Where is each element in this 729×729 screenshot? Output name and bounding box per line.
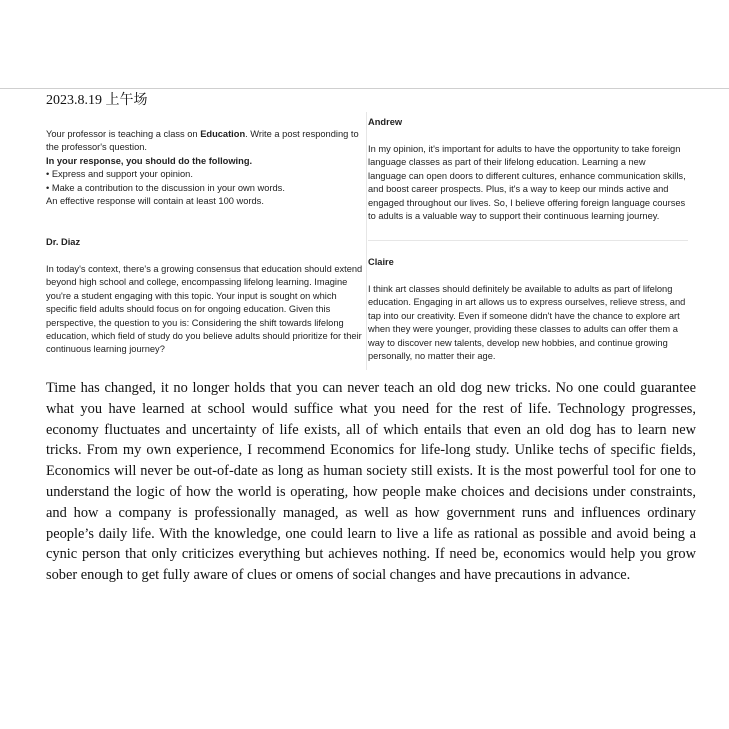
student-divider [368,240,688,241]
column-divider [366,112,367,370]
intro-pre: Your professor is teaching a class on [46,129,201,139]
intro-post: . Write a post responding to the professor's question. [46,129,359,153]
professor-text: In today's context, there's a growing consensus that education should extend beyond high school and college, encompassing lifelong learning. Imagine you're a student engaging with this topic. Your input is sought on which specific field adults should focus on for ongoing education. Given this perspective, the question to you is: Considering the shift towards lifelong education, which field of study do you believe adults should prioritize for their continuous learning journey? [46,264,363,355]
professor-name: Dr. Diaz [46,237,81,247]
intro-subject: Education [200,129,246,139]
response-heading: In your response, you should do the following. [46,155,253,166]
bullet-item: • Express and support your opinion. [46,169,193,180]
effective-note: An effective response will contain at least 100 words. [46,196,264,207]
prompt-instructions [46,128,366,208]
date-session-line: 2023.8.19 上午场 [46,93,148,108]
student-name-andrew: Andrew [368,117,403,127]
student-name-claire: Claire [368,257,394,267]
essay-paragraph: Time has changed, it no longer holds that you can never teach an old dog new tricks. No one could guarantee what you have learned at school would suffice what you need for the rest of life. Technology progresses, economy fluctuates and uncertainty of life exists, all of which entails that even an old dog has to learn new tricks. From my own experience, I recommend Economics for life-long study. Unlike techs of specific fields, Economics will never be out-of-date as long as human society still exists. It is the most powerful tool for one to understand the logic of how the world is operating, how people make choices and decisions under constraints, and how a company is professionally managed, as well as how government runs and influences ordinary people’s daily life. With the knowledge, one could learn to live a life as rational as possible and avoid being a cynic person that only criticizes everything but achieves nothing. If need be, economics would help you grow sober enough to get fully aware of clues or omens of social changes and have precautions in advance. [46,380,696,584]
bullet-item: • Make a contribution to the discussion in your own words. [46,182,285,193]
document-top-margin [0,0,729,89]
prompt-intro [46,128,366,155]
student-text-andrew: In my opinion, it's important for adults to have the opportunity to take foreign language classes as part of their lifelong education. Learning a new language can open doors to different cultures, enhance communication skills, and boost career prospects. Plus, it's a way to keep our minds active and engaged throughout our lives. So, I believe offering foreign language courses to adults is a valuable way to support their continuous learning journey. [368,144,686,222]
student-text-claire: I think art classes should definitely be available to adults as part of lifelong education. Engaging in art allows us to express ourselves, relieve stress, and tap into our creativity. Even if someone didn't have the chance to explore art when they were younger, providing these classes to adults can offer them a way to discover new talents, develop new hobbies, and continue growing personally, no matter their age. [368,284,686,362]
prompt-image [44,112,690,370]
